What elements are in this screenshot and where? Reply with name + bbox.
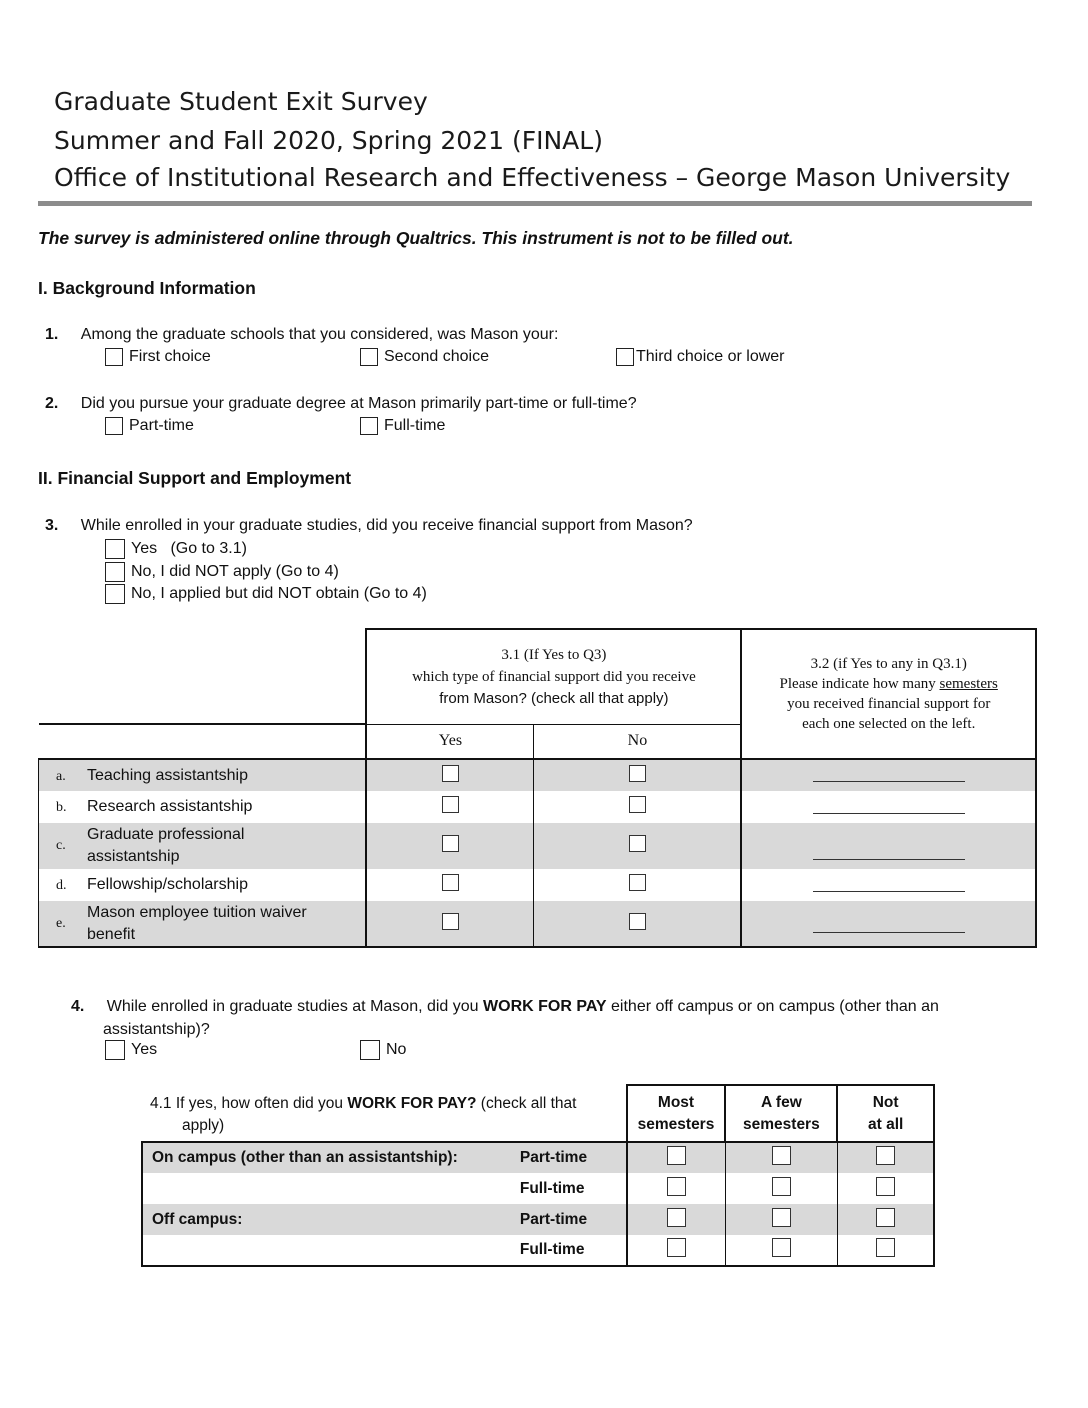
most-semesters-checkbox[interactable] bbox=[667, 1177, 686, 1196]
yes-checkbox[interactable] bbox=[442, 765, 459, 782]
col-not-at-all: Not at all bbox=[837, 1085, 934, 1142]
row-label: Graduate professional assistantship bbox=[87, 826, 245, 865]
q3-1-header-line: 3.1 (If Yes to Q3) bbox=[501, 646, 607, 663]
work-row-off-campus-full-time bbox=[142, 1235, 934, 1266]
q4-1-text: apply) bbox=[182, 1117, 225, 1134]
question-3-number: 3. bbox=[45, 517, 59, 534]
q1-option-first[interactable] bbox=[105, 348, 211, 366]
yes-checkbox[interactable] bbox=[442, 913, 459, 930]
question-1 bbox=[45, 326, 558, 344]
q3-2-header-line: Please indicate how many bbox=[779, 676, 940, 692]
no-checkbox[interactable] bbox=[629, 796, 646, 813]
survey-subtitle: Summer and Fall 2020, Spring 2021 (FINAL) bbox=[54, 126, 603, 155]
q4-1-question bbox=[142, 1085, 627, 1142]
yes-checkbox[interactable] bbox=[442, 874, 459, 891]
type-label: Full-time bbox=[519, 1179, 585, 1197]
checkbox[interactable] bbox=[105, 584, 125, 604]
work-for-pay-table bbox=[141, 1084, 935, 1267]
q3-2-header-line: 3.2 (if Yes to any in Q3.1) bbox=[810, 656, 967, 672]
q3-1-header-line: from Mason? (check all that apply) bbox=[439, 689, 669, 707]
semesters-blank[interactable] bbox=[813, 781, 965, 782]
no-column-header: No bbox=[534, 724, 741, 759]
q3-2-header-line: each one selected on the left. bbox=[802, 716, 976, 732]
not-at-all-checkbox[interactable] bbox=[876, 1146, 895, 1165]
support-row-teaching bbox=[39, 759, 1037, 791]
work-row-on-campus-full-time bbox=[142, 1173, 934, 1204]
survey-title: Graduate Student Exit Survey bbox=[54, 87, 428, 116]
q3-option-not-obtain[interactable] bbox=[105, 584, 427, 604]
header-divider bbox=[38, 201, 1032, 206]
col-most-semesters: Most semesters bbox=[627, 1085, 726, 1142]
question-4-text: While enrolled in graduate studies at Mason, did you bbox=[106, 998, 484, 1015]
checkbox[interactable] bbox=[360, 417, 378, 435]
few-semesters-checkbox[interactable] bbox=[772, 1146, 791, 1165]
q1-option-second[interactable] bbox=[360, 348, 489, 366]
type-label: Part-time bbox=[519, 1149, 588, 1166]
place-label bbox=[142, 1173, 506, 1204]
semesters-blank[interactable] bbox=[813, 891, 965, 892]
no-checkbox[interactable] bbox=[629, 835, 646, 852]
financial-support-table bbox=[38, 628, 1037, 948]
checkbox[interactable] bbox=[105, 417, 123, 435]
q3-option-not-apply[interactable] bbox=[105, 562, 339, 582]
most-semesters-checkbox[interactable] bbox=[667, 1238, 686, 1257]
row-label: Teaching assistantship bbox=[87, 766, 248, 784]
question-2-text: Did you pursue your graduate degree at Mason primarily part-time or full-time? bbox=[80, 395, 637, 412]
question-3 bbox=[45, 517, 693, 535]
row-label: Mason employee tuition waiver benefit bbox=[87, 903, 307, 943]
question-1-number: 1. bbox=[45, 326, 59, 343]
row-letter: a. bbox=[56, 768, 66, 784]
q3-1-header bbox=[366, 629, 741, 724]
q4-option-no[interactable] bbox=[360, 1040, 406, 1060]
row-letter: d. bbox=[56, 878, 67, 893]
question-2-number: 2. bbox=[45, 395, 59, 412]
row-letter: b. bbox=[56, 800, 67, 815]
row-letter: e. bbox=[56, 915, 66, 931]
q2-option-part-time[interactable] bbox=[105, 417, 194, 435]
option-label: First choice bbox=[129, 348, 211, 365]
place-label bbox=[142, 1235, 506, 1266]
question-4 bbox=[71, 995, 939, 1041]
option-label: Yes bbox=[131, 1041, 158, 1058]
semesters-blank[interactable] bbox=[813, 859, 965, 860]
checkbox[interactable] bbox=[360, 1040, 380, 1060]
q4-1-text: 4.1 If yes, how often did you bbox=[150, 1095, 348, 1112]
col-few-semesters: A few semesters bbox=[725, 1085, 837, 1142]
no-checkbox[interactable] bbox=[629, 913, 646, 930]
question-1-text: Among the graduate schools that you considered, was Mason your: bbox=[80, 326, 559, 343]
type-label: Full-time bbox=[506, 1235, 627, 1266]
option-label: No, I applied but did NOT obtain (Go to 4) bbox=[131, 585, 427, 602]
place-label: Off campus: bbox=[142, 1204, 506, 1235]
section-background-title: I. Background Information bbox=[38, 278, 256, 298]
q3-2-header bbox=[741, 629, 1036, 759]
option-label: Part-time bbox=[129, 417, 194, 434]
option-label: No, I did NOT apply (Go to 4) bbox=[131, 563, 339, 580]
yes-column-header: Yes bbox=[366, 724, 534, 759]
question-4-emphasis: WORK FOR PAY bbox=[483, 998, 607, 1015]
few-semesters-checkbox[interactable] bbox=[772, 1238, 791, 1257]
option-label: No bbox=[386, 1041, 407, 1058]
checkbox[interactable] bbox=[360, 348, 378, 366]
no-checkbox[interactable] bbox=[629, 765, 646, 782]
q2-option-full-time[interactable] bbox=[360, 417, 445, 435]
most-semesters-checkbox[interactable] bbox=[667, 1208, 686, 1227]
most-semesters-checkbox[interactable] bbox=[667, 1146, 686, 1165]
question-3-text: While enrolled in your graduate studies, did you receive financial support from Mason? bbox=[80, 517, 693, 534]
question-2 bbox=[45, 395, 637, 413]
administration-notice: The survey is administered online through Qualtrics. This instrument is not to be filled out. bbox=[38, 228, 794, 248]
q1-option-third[interactable] bbox=[616, 348, 785, 366]
q3-1-header-line: which type of financial support did you receive bbox=[412, 668, 696, 685]
q4-1-text: (check all that bbox=[476, 1095, 577, 1112]
option-label: Yes (Go to 3.1) bbox=[131, 540, 247, 557]
not-at-all-checkbox[interactable] bbox=[876, 1208, 895, 1227]
not-at-all-checkbox[interactable] bbox=[876, 1177, 895, 1196]
row-letter: c. bbox=[56, 838, 66, 853]
work-row-off-campus-part-time bbox=[142, 1204, 934, 1235]
support-row-fellowship bbox=[39, 869, 1037, 901]
few-semesters-checkbox[interactable] bbox=[772, 1177, 791, 1196]
question-4-text: either off campus or on campus (other than an bbox=[606, 998, 939, 1015]
no-checkbox[interactable] bbox=[629, 874, 646, 891]
office-name: Office of Institutional Research and Effectiveness – George Mason University bbox=[54, 163, 1011, 192]
yes-checkbox[interactable] bbox=[442, 835, 459, 852]
few-semesters-checkbox[interactable] bbox=[772, 1208, 791, 1227]
question-4-number: 4. bbox=[71, 998, 85, 1015]
q3-option-yes[interactable] bbox=[105, 539, 247, 559]
support-row-research bbox=[39, 791, 1037, 823]
type-label: Part-time bbox=[519, 1210, 588, 1228]
semesters-blank[interactable] bbox=[813, 813, 965, 814]
checkbox[interactable] bbox=[616, 348, 634, 366]
support-row-professional bbox=[39, 823, 1037, 869]
checkbox[interactable] bbox=[105, 348, 123, 366]
question-4-text: assistantship)? bbox=[103, 1021, 210, 1038]
yes-checkbox[interactable] bbox=[442, 796, 459, 813]
row-label: Research assistantship bbox=[87, 798, 253, 815]
q3-2-header-emphasis: semesters bbox=[939, 676, 998, 692]
support-row-tuition-waiver bbox=[39, 901, 1037, 947]
row-label: Fellowship/scholarship bbox=[87, 876, 248, 893]
place-label: On campus (other than an assistantship): bbox=[142, 1142, 506, 1173]
checkbox[interactable] bbox=[105, 1040, 125, 1060]
q4-option-yes[interactable] bbox=[105, 1040, 157, 1060]
option-label: Second choice bbox=[384, 348, 489, 365]
work-row-on-campus-part-time bbox=[142, 1142, 934, 1173]
section-financial-title: II. Financial Support and Employment bbox=[38, 468, 352, 488]
checkbox[interactable] bbox=[105, 562, 125, 582]
option-label: Full-time bbox=[384, 417, 446, 434]
checkbox[interactable] bbox=[105, 539, 125, 559]
q3-2-header-line: you received financial support for bbox=[787, 696, 991, 712]
not-at-all-checkbox[interactable] bbox=[876, 1238, 895, 1257]
option-label: Third choice or lower bbox=[636, 348, 785, 365]
q4-1-emphasis: WORK FOR PAY? bbox=[347, 1095, 477, 1112]
semesters-blank[interactable] bbox=[813, 932, 965, 933]
